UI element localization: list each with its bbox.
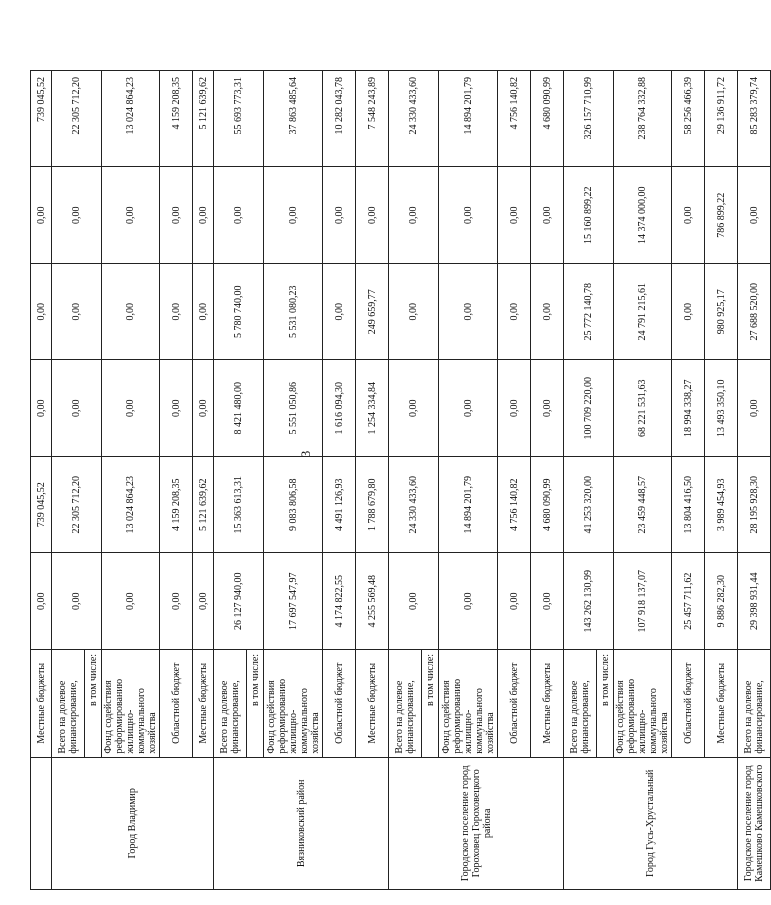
source-cell: Областной бюджет <box>160 649 193 757</box>
value-cell: 0,00 <box>323 263 356 359</box>
value-cell: 0,00 <box>160 553 193 649</box>
value-cell: 0,00 <box>52 263 102 359</box>
value-cell: 0,00 <box>193 263 214 359</box>
value-cell: 0,00 <box>389 360 439 456</box>
value-cell: 4 756 140,82 <box>498 456 531 552</box>
value-cell: 24 330 433,60 <box>389 456 439 552</box>
table-row <box>564 71 597 890</box>
value-cell: 0,00 <box>439 263 498 359</box>
rotated-page <box>30 70 765 890</box>
value-cell: 0,00 <box>264 167 323 263</box>
source-cell: Областной бюджет <box>323 649 356 757</box>
value-cell: 0,00 <box>498 360 531 456</box>
value-cell: 29 136 911,72 <box>705 71 738 168</box>
muni-cell <box>31 757 52 889</box>
value-cell: 0,00 <box>389 167 439 263</box>
value-cell: 24 791 215,61 <box>614 263 672 359</box>
source-cell: Местные бюджеты <box>356 649 389 757</box>
value-cell: 0,00 <box>102 263 160 359</box>
table-row <box>214 71 247 890</box>
source-cell: Местные бюджеты <box>193 649 214 757</box>
value-cell: 0,00 <box>160 360 193 456</box>
value-cell: 0,00 <box>193 360 214 456</box>
table-row <box>738 71 771 890</box>
value-cell: 37 863 485,64 <box>264 71 323 168</box>
value-cell: 0,00 <box>102 167 160 263</box>
value-cell: 22 305 712,20 <box>52 456 102 552</box>
value-cell: 25 772 140,78 <box>564 263 614 359</box>
source-cell: Фонд содействия реформированию жилищно-коммунального хозяйства <box>439 649 498 757</box>
value-cell: 5 551 050,86 <box>264 360 323 456</box>
value-cell: 0,00 <box>31 360 52 456</box>
value-cell: 0,00 <box>356 167 389 263</box>
value-cell: 980 925,17 <box>705 263 738 359</box>
source-cell: Фонд содействия реформированию жилищно-коммунального хозяйства <box>264 649 323 757</box>
value-cell: 0,00 <box>672 167 705 263</box>
value-cell: 0,00 <box>738 167 771 263</box>
source-cell: в том числе: <box>597 649 614 757</box>
value-cell: 238 764 332,88 <box>614 71 672 168</box>
value-cell: 55 693 773,31 <box>214 71 264 168</box>
value-cell: 14 374 000,00 <box>614 167 672 263</box>
value-cell: 786 899,22 <box>705 167 738 263</box>
value-cell: 0,00 <box>531 553 564 649</box>
value-cell: 0,00 <box>439 360 498 456</box>
value-cell: 5 531 080,23 <box>264 263 323 359</box>
value-cell: 4 159 208,35 <box>160 456 193 552</box>
source-cell: Всего на долевое финансирование, <box>52 649 85 757</box>
value-cell: 4 680 090,99 <box>531 456 564 552</box>
source-cell: Всего на долевое финансирование, <box>214 649 247 757</box>
value-cell: 0,00 <box>439 167 498 263</box>
source-cell: Всего на долевое финансирование, <box>389 649 422 757</box>
value-cell: 13 024 864,23 <box>102 456 160 552</box>
value-cell: 14 894 201,79 <box>439 71 498 168</box>
value-cell: 10 282 043,78 <box>323 71 356 168</box>
value-cell: 0,00 <box>672 263 705 359</box>
value-cell: 58 256 466,39 <box>672 71 705 168</box>
value-cell: 15 363 613,31 <box>214 456 264 552</box>
source-cell: в том числе: <box>422 649 439 757</box>
value-cell: 0,00 <box>531 167 564 263</box>
value-cell: 5 780 740,00 <box>214 263 264 359</box>
value-cell: 0,00 <box>160 167 193 263</box>
table-row <box>31 71 52 890</box>
value-cell: 22 305 712,20 <box>52 71 102 168</box>
municipality-name: Город Гусь-Хрустальный <box>564 757 738 889</box>
source-cell: Местные бюджеты <box>531 649 564 757</box>
value-cell: 0,00 <box>738 360 771 456</box>
value-cell: 0,00 <box>52 360 102 456</box>
value-cell: 4 255 569,48 <box>356 553 389 649</box>
municipality-name: Городское поселение город Гороховец Гороховецкого района <box>389 757 564 889</box>
source-cell: Всего на долевое финансирование, <box>738 649 771 757</box>
value-cell: 25 457 711,62 <box>672 553 705 649</box>
value-cell: 9 886 282,30 <box>705 553 738 649</box>
value-cell: 0,00 <box>31 263 52 359</box>
value-cell: 739 045,52 <box>31 456 52 552</box>
value-cell: 5 121 639,62 <box>193 456 214 552</box>
value-cell: 4 159 208,35 <box>160 71 193 168</box>
value-cell: 3 989 454,93 <box>705 456 738 552</box>
source-cell: Фонд содействия реформированию жилищно-коммунального хозяйства <box>614 649 672 757</box>
value-cell: 24 330 433,60 <box>389 71 439 168</box>
municipality-name: Городское поселение город Камешково Камешковского <box>738 757 771 889</box>
budget-table <box>30 70 771 890</box>
source-cell: Областной бюджет <box>498 649 531 757</box>
value-cell: 41 253 320,00 <box>564 456 614 552</box>
value-cell: 0,00 <box>193 553 214 649</box>
value-cell: 0,00 <box>498 553 531 649</box>
value-cell: 29 398 931,44 <box>738 553 771 649</box>
value-cell: 739 045,52 <box>31 71 52 168</box>
value-cell: 0,00 <box>323 167 356 263</box>
source-cell: Фонд содействия реформированию жилищно-коммунального хозяйства <box>102 649 160 757</box>
value-cell: 26 127 940,00 <box>214 553 264 649</box>
value-cell: 28 195 928,30 <box>738 456 771 552</box>
value-cell: 107 918 137,07 <box>614 553 672 649</box>
value-cell: 0,00 <box>531 263 564 359</box>
value-cell: 0,00 <box>52 167 102 263</box>
municipality-name: Вязниковский район <box>214 757 389 889</box>
value-cell: 85 283 379,74 <box>738 71 771 168</box>
source-cell: Местные бюджеты <box>31 649 52 757</box>
value-cell: 0,00 <box>389 553 439 649</box>
value-cell: 100 709 220,00 <box>564 360 614 456</box>
value-cell: 27 688 520,00 <box>738 263 771 359</box>
source-cell: Всего на долевое финансирование, <box>564 649 597 757</box>
value-cell: 1 788 679,80 <box>356 456 389 552</box>
value-cell: 0,00 <box>31 167 52 263</box>
source-cell: в том числе: <box>85 649 102 757</box>
value-cell: 1 616 094,30 <box>323 360 356 456</box>
value-cell: 0,00 <box>389 263 439 359</box>
value-cell: 326 157 710,99 <box>564 71 614 168</box>
value-cell: 0,00 <box>52 553 102 649</box>
value-cell: 14 894 201,79 <box>439 456 498 552</box>
value-cell: 249 659,77 <box>356 263 389 359</box>
value-cell: 18 994 338,27 <box>672 360 705 456</box>
page-number: 3 <box>298 450 313 458</box>
value-cell: 4 756 140,82 <box>498 71 531 168</box>
value-cell: 0,00 <box>531 360 564 456</box>
value-cell: 4 174 822,55 <box>323 553 356 649</box>
table-row <box>52 71 85 890</box>
value-cell: 8 421 480,00 <box>214 360 264 456</box>
value-cell: 68 221 531,63 <box>614 360 672 456</box>
value-cell: 0,00 <box>31 553 52 649</box>
source-cell: Местные бюджеты <box>705 649 738 757</box>
value-cell: 143 262 130,99 <box>564 553 614 649</box>
value-cell: 0,00 <box>498 167 531 263</box>
value-cell: 13 024 864,23 <box>102 71 160 168</box>
value-cell: 23 459 448,57 <box>614 456 672 552</box>
source-cell: Областной бюджет <box>672 649 705 757</box>
table-row <box>389 71 422 890</box>
value-cell: 0,00 <box>102 360 160 456</box>
value-cell: 0,00 <box>160 263 193 359</box>
value-cell: 0,00 <box>102 553 160 649</box>
value-cell: 0,00 <box>193 167 214 263</box>
value-cell: 13 804 416,50 <box>672 456 705 552</box>
source-cell: в том числе: <box>247 649 264 757</box>
value-cell: 4 491 126,93 <box>323 456 356 552</box>
value-cell: 0,00 <box>214 167 264 263</box>
value-cell: 9 083 806,58 <box>264 456 323 552</box>
value-cell: 4 680 090,99 <box>531 71 564 168</box>
value-cell: 17 697 547,97 <box>264 553 323 649</box>
value-cell: 7 548 243,89 <box>356 71 389 168</box>
value-cell: 15 160 899,22 <box>564 167 614 263</box>
value-cell: 13 493 350,10 <box>705 360 738 456</box>
value-cell: 0,00 <box>439 553 498 649</box>
value-cell: 0,00 <box>498 263 531 359</box>
value-cell: 5 121 639,62 <box>193 71 214 168</box>
value-cell: 1 254 334,84 <box>356 360 389 456</box>
municipality-name: Город Владимир <box>52 757 214 889</box>
